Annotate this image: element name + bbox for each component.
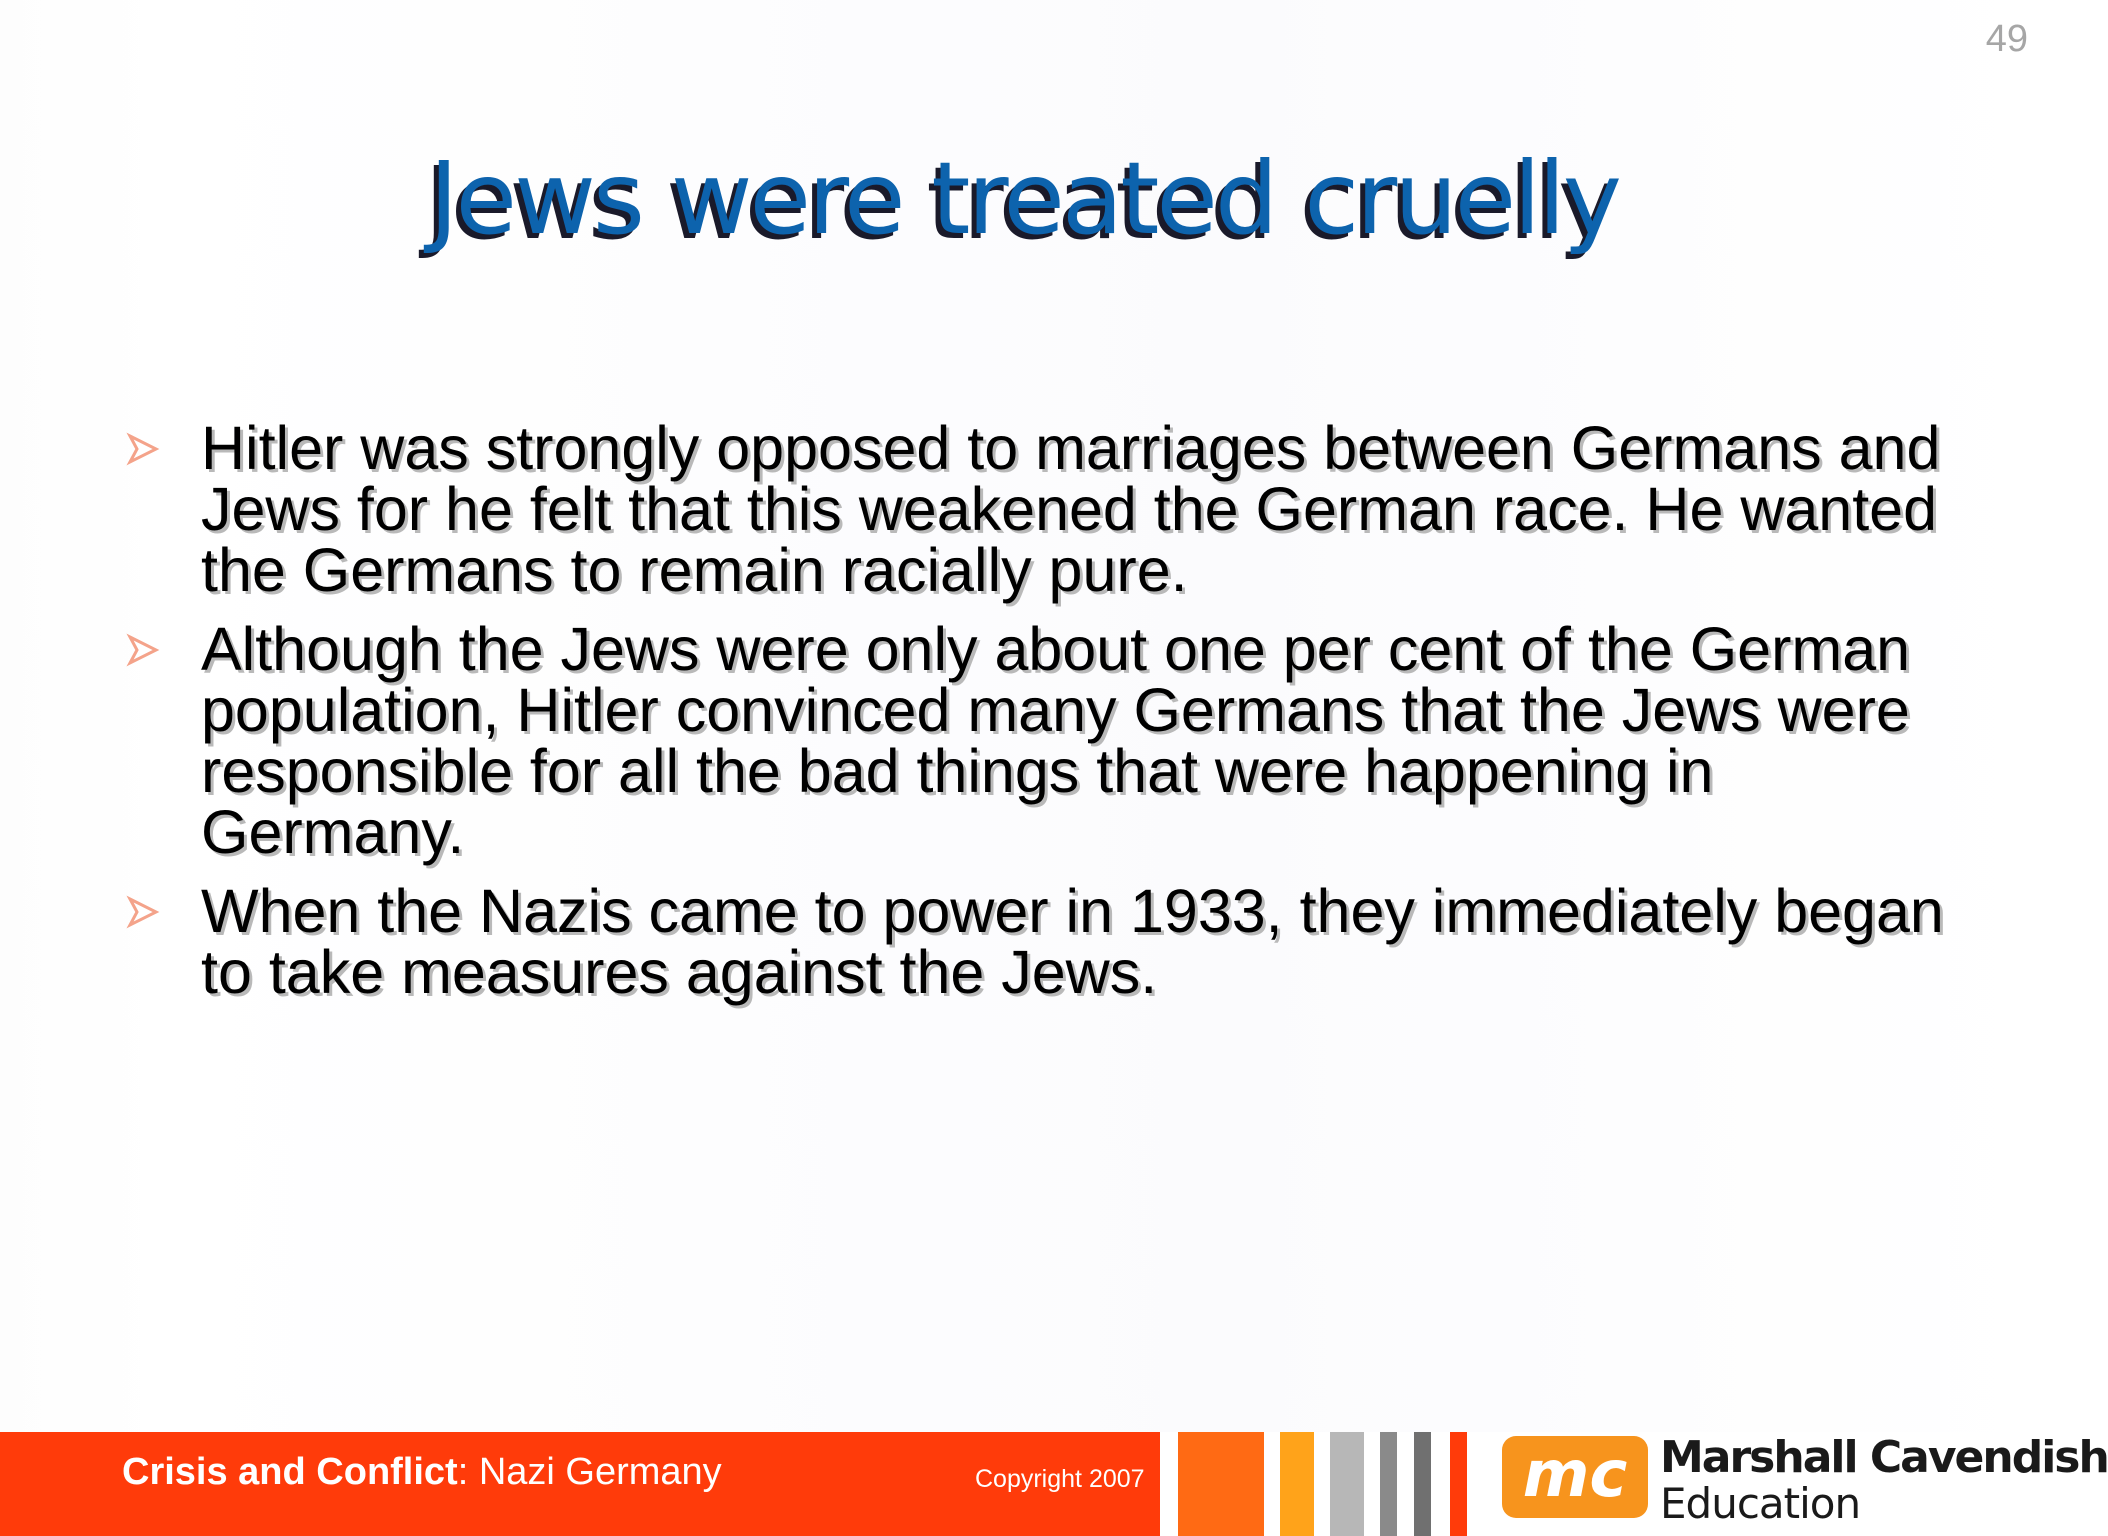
footer-stripe-orange-2 [1280,1432,1314,1536]
footer-stripe-red [1450,1432,1467,1536]
footer-stripe-gray-3 [1414,1432,1431,1536]
page-number: 49 [1985,18,2028,60]
bullet-text: Although the Jews were only about one per cent of the German population, Hitler convinced many Germans that the Jews were responsible for all the bad things that were happening in Germany. [201,615,1911,866]
publisher-name-line2: Education [1660,1479,1861,1528]
arrowhead-bullet-icon [126,895,160,929]
mc-logo-icon [1500,1434,1650,1520]
publisher-name [1660,1434,2108,1526]
footer-course-subtitle: : Nazi Germany [457,1451,722,1493]
bullet-item [120,615,1950,866]
footer-course-title [122,1451,722,1494]
publisher-logo [1500,1434,1650,1520]
bullet-text: Hitler was strongly opposed to marriages between Germans and Jews for he felt that this weakened the German race. He wanted the Germans to remain racially pure. [201,414,1941,604]
footer-stripe-gray-2 [1380,1432,1397,1536]
arrowhead-bullet-icon [126,432,160,466]
bullet-text: When the Nazis came to power in 1933, they immediately began to take measures against the Jews. [201,877,1944,1006]
bullet-item [120,414,1950,604]
footer-copyright: Copyright 2007 [975,1465,1145,1493]
bullet-list [120,414,1950,1021]
bullet-item [120,877,1950,1006]
publisher-name-line1: Marshall Cavendish [1660,1432,2108,1483]
logo-letters: mc [1522,1438,1628,1512]
footer-stripe-gray-1 [1330,1432,1364,1536]
slide-title: Jews were treated cruelly [429,140,1619,257]
footer-course-bold: Crisis and Conflict [122,1451,458,1493]
footer-stripe-orange-1 [1178,1432,1264,1536]
arrowhead-bullet-icon [126,633,160,667]
